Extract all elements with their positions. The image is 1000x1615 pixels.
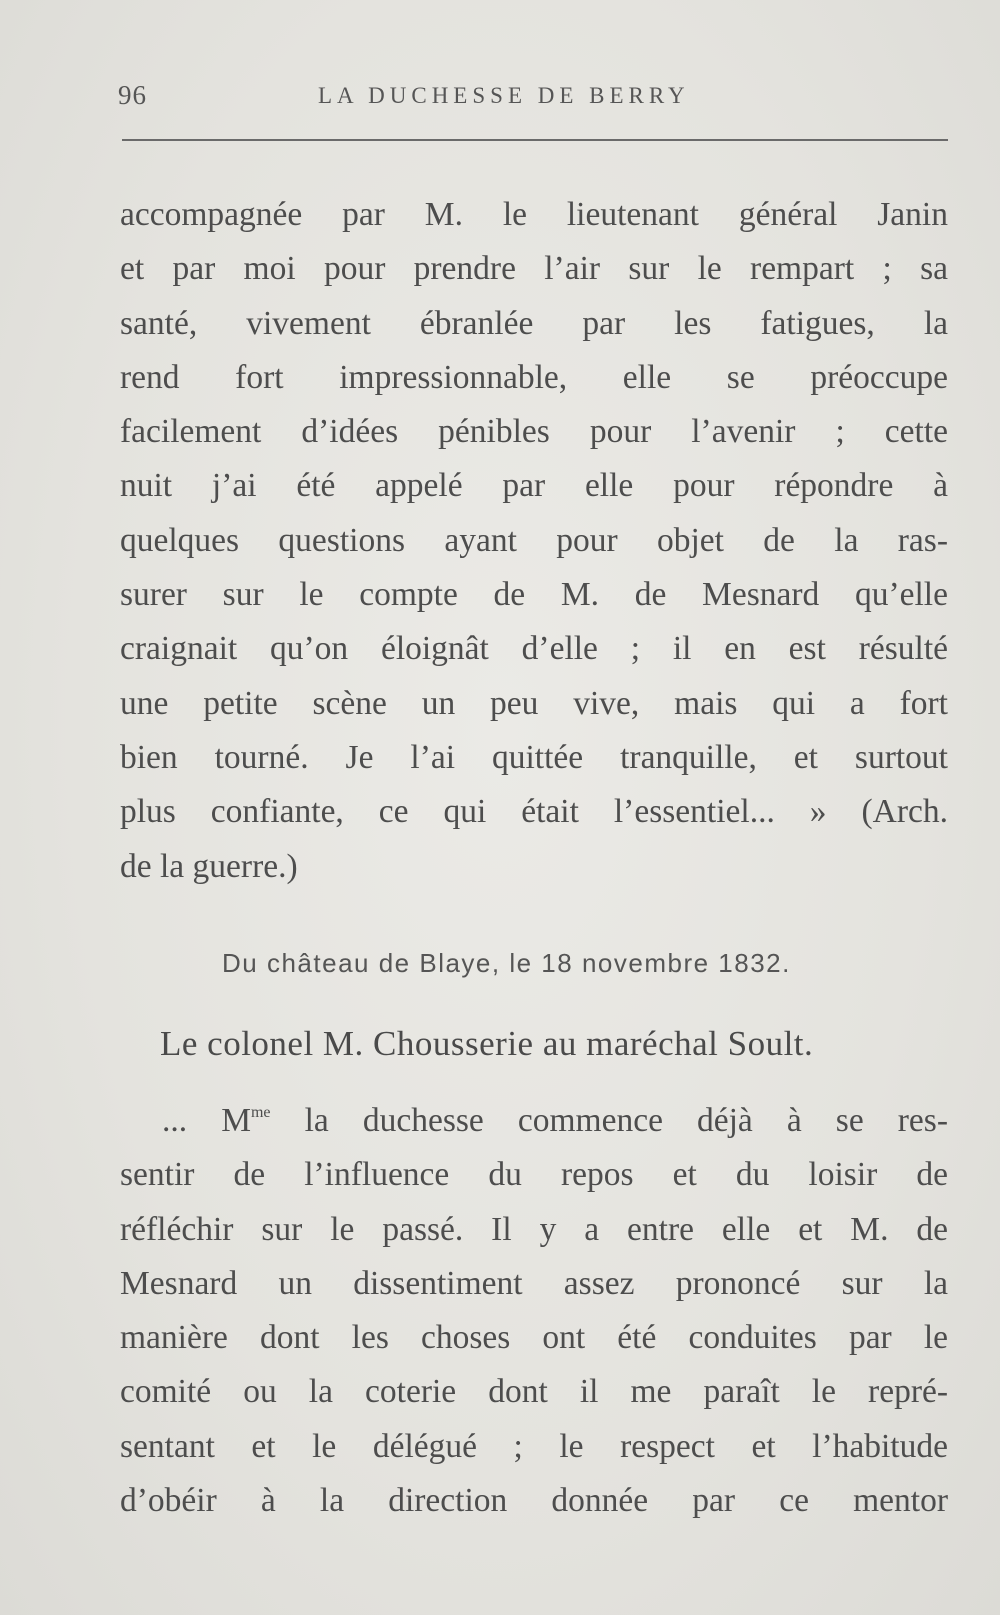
- text-rest: la duchesse commence déjà à se res-: [270, 1102, 948, 1139]
- text-prefix: ... M: [162, 1102, 251, 1139]
- superscript: me: [250, 1104, 271, 1121]
- text-line: surer sur le compte de M. de Mesnard qu’elle: [120, 576, 948, 614]
- paragraph-letter-body: [120, 1086, 948, 1528]
- text-line: plus confiante, ce qui était l’essentiel... » (Arch.: [120, 793, 948, 831]
- text-line: sentir de l’influence du repos et du loisir de: [120, 1156, 948, 1194]
- page-header: [118, 80, 948, 120]
- text-line: d’obéir à la direction donnée par ce mentor: [120, 1482, 948, 1520]
- running-title: LA DUCHESSE DE BERRY: [318, 83, 690, 108]
- paragraph-letter-excerpt: [120, 188, 948, 894]
- text-line: de la guerre.): [120, 847, 298, 885]
- text-line: quelques questions ayant pour objet de la ras-: [120, 521, 948, 559]
- text-line: craignait qu’on éloignât d’elle ; il en est résulté: [120, 630, 948, 668]
- text-line: une petite scène un peu vive, mais qui a fort: [120, 684, 948, 722]
- text-line: et par moi pour prendre l’air sur le rempart ; sa: [120, 250, 948, 288]
- text-line: réfléchir sur le passé. Il y a entre elle et M. de: [120, 1210, 948, 1248]
- text-line: accompagnée par M. le lieutenant général Janin: [120, 196, 948, 233]
- text-line: sentant et le délégué ; le respect et l’habitude: [120, 1427, 948, 1465]
- header-rule: [122, 139, 948, 141]
- text-line: nuit j’ai été appelé par elle pour répondre à: [120, 467, 948, 505]
- text-line: santé, vivement ébranlée par les fatigues, la: [120, 304, 948, 342]
- text-line: Mesnard un dissentiment assez prononcé sur la: [120, 1264, 948, 1302]
- letter-heading: Le colonel M. Chousserie au maréchal Soult.: [160, 1024, 814, 1063]
- text-line: facilement d’idées pénibles pour l’avenir ; cette: [120, 413, 948, 451]
- text-line: manière dont les choses ont été conduites par le: [120, 1319, 948, 1357]
- text-line: bien tourné. Je l’ai quittée tranquille, et surtout: [120, 738, 948, 776]
- text-line: rend fort impressionnable, elle se préoccupe: [120, 358, 948, 396]
- text-line: comité ou la coterie dont il me paraît le repré-: [120, 1373, 948, 1411]
- page-number: 96: [118, 80, 147, 110]
- dateline: Du château de Blaye, le 18 novembre 1832.: [222, 948, 791, 978]
- text-line-first: [120, 1086, 948, 1148]
